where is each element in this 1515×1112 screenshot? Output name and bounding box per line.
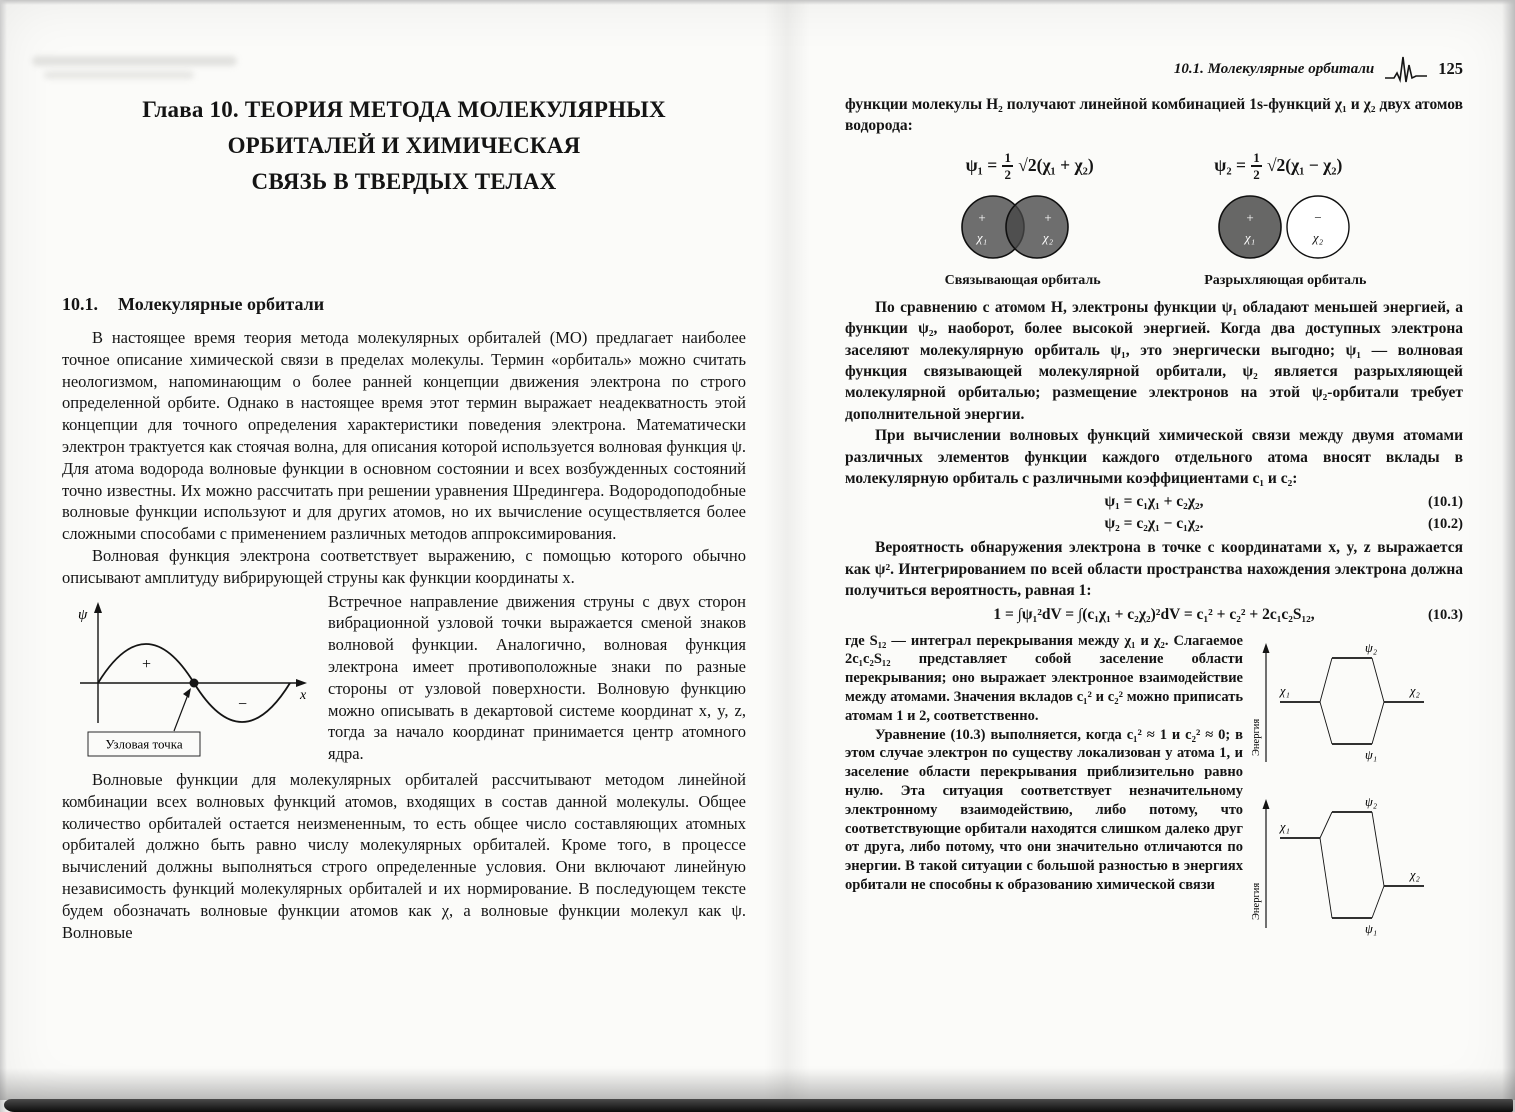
fraction [1002,151,1013,181]
formula-lhs: ψ₁ = [965,155,998,176]
psi1-label: ψ₁ [1365,921,1378,936]
energy-axis-arrow-icon [1263,799,1270,809]
equation-body: ψ₁ = c₁χ₁ + c₂χ₂, [1104,493,1204,511]
formula-lhs: ψ₂ = [1214,155,1246,176]
formula-tail: √2(χ₁ + χ₂) [1018,155,1094,176]
scan-edge-top [0,0,1515,5]
section-number: 10.1. [62,294,98,314]
equation-body: 1 = ∫ψ₁²dV = ∫(c₁χ₁ + c₂χ₂)²dV = c₁² + c₂² + 2c₁c₂S₁₂, [993,605,1315,623]
connector [1372,702,1384,744]
equation-10-1 [845,493,1463,511]
chi1-label: χ₁ [1280,683,1290,698]
minus-region-label: − [238,695,248,713]
paragraph: По сравнению с атомом Н, электроны функции ψ₁ обладают меньшей энергией, а функции ψ₂, наоборот, более высокой энергией. Когда два доступных электрона заселяют молекулярную орбиталь ψ₁, это энергически выгодно; ψ₁ — волновая функция связывающей молекулярной орбитали, ψ₂ является разрыхляющей молекулярной орбиталью; размещение электронов на этой ψ₂-орбитали требует дополнительной энергии. [845,298,1463,423]
paragraph: Волновые функции для молекулярных орбиталей рассчитывают методом линейной комбинации всех волновых функций атомов, входящих в состав данной молекулы. Общее количество орбиталей остается неизмененным, то есть общее число составляющих атомных орбиталей должно быть равно числу молекулярных орбиталей. Кроме того, в процессе вычислений должны выполняться строго определенные условия. Они включают линейную независимость функций молекулярных орбиталей и их нормирование. В последующем тексте будем обозначать волновые функции атомов как χ, а волновые функции молекул как ψ. Волновые [62,769,746,942]
antibonding-left-chi: χ₁ [1245,229,1256,245]
plus-region-label: + [142,655,152,673]
paragraph: Вероятность обнаружения электрона в точке с координатами x, y, z выражается как ψ². Интегрированием по всей области пространства нахождения электрона должна получиться вероятность, равная 1: [845,539,1463,600]
bottom-text-column [845,632,1243,936]
chapter-heading-line1: Глава 10. ТЕОРИЯ МЕТОДА МОЛЕКУЛЯРНЫХ [142,97,666,122]
bonding-right-chi: χ₂ [1042,229,1053,245]
section-title: Молекулярные орбитали [118,294,325,314]
waveform-icon [1384,53,1428,85]
orbital-diagrams [845,185,1463,289]
x-axis-arrow-icon [296,679,307,687]
scan-edge-bottom-shadow [0,1068,1515,1100]
energy-axis-arrow-icon [1263,643,1270,653]
chapter-heading-line2: ОРБИТАЛЕЙ И ХИМИЧЕСКАЯ [227,133,581,158]
equation-10-2 [845,515,1463,533]
connector [1320,702,1332,744]
bonding-orbital-icon [938,185,1108,271]
bottom-block [845,632,1463,936]
energy-level-diagram-symmetric [1250,638,1456,770]
connector [1372,886,1384,918]
chapter-heading-line3: СВЯЗЬ В ТВЕРДЫХ ТЕЛАХ [251,169,557,194]
formula-tail: √2(χ₁ − χ₂) [1266,155,1343,176]
page-header [845,54,1463,84]
antibonding-orbital-diagram [1200,185,1370,289]
antibonding-right-chi: χ₂ [1313,229,1324,245]
bonding-left-sign: + [977,209,986,225]
paragraph: функции молекулы H₂ получают линейной комбинацией 1s-функций χ₁ и χ₂ двух атомов водорода: [845,96,1463,135]
equation-number: (10.3) [1427,606,1463,623]
right-page [845,0,1463,936]
energy-axis-label: Энергия [1251,718,1262,756]
equation-10-3 [845,606,1463,624]
page-gutter [764,0,810,1112]
paragraph: В настоящее время теория метода молекулярных орбиталей (МО) предлагает наиболее точное описание химической связи в пределах молекулы. Термин «орбиталь» можно считать неологизмом, напоминающим о более ранней концепции движения электрона по строго определенной орбите. Однако в настоящее время этот термин выражает неадекватность этой концепции для точного определения характеристики поведения электрона. Математически электрон трактуется как стоячая волна, для описания которой используется волновая функция ψ. Для атома водорода волновые функции в основном состоянии и всех возбужденных состояний точно известны. Их можно рассчитать при решении уравнения Шредингера. Водородоподобные волновые функции используют и для других атомов, но их вычисление осуществляется более сложными способами с применением различных методов аппроксимирования. [62,328,746,544]
page-number: 125 [1438,59,1463,78]
chi2-label: χ₂ [1410,867,1420,882]
antibonding-left-sign: + [1246,209,1254,225]
section-heading [62,294,746,315]
wave-function-figure [62,595,314,767]
connector [1320,838,1332,918]
paragraph: Волновая функция электрона соответствует выражению, с помощью которого обычно описывают амплитуду вибрирующей струны как функции координаты x. [62,545,746,587]
energy-axis-label: Энергия [1251,882,1262,920]
connector [1372,812,1384,886]
psi2-label: ψ₂ [1365,640,1378,655]
scan-edge-bottom-bar [4,1099,1513,1112]
psi-axis-label: ψ [78,606,88,623]
energy-level-diagram-asymmetric [1250,794,1456,936]
psi-axis-arrow-icon [94,602,102,613]
connector [1320,658,1332,702]
paragraph: При вычислении волновых функций химической связи между двумя атомами различных элементов функции каждого отдельного атома вносят вклады в молекулярную орбиталь с различными коэффициентами c₁ и c₂: [845,427,1463,488]
running-head: 10.1. Молекулярные орбитали [1173,60,1375,77]
antibonding-right-sign: − [1314,209,1322,225]
fraction-denominator: 2 [1253,166,1260,182]
equation-number: (10.2) [1427,516,1463,533]
equation-number: (10.1) [1427,494,1463,511]
paragraph: Уравнение (10.3) выполняется, когда c₁² ≈ 1 и c₂² ≈ 0; в этом случае электрон по существу локализован у атома 1, и заселение области перекрывания приблизительно равно нулю. Эта ситуация соответствует незначительному электронному взаимодействию, либо потому, что соответствующие орбитали находятся слишком далеко друг от друга, либо потому, что они значительно отличаются по энергии. В такой ситуации с большой разностью в энергиях орбитали не способны к образованию химической связи [845,726,1243,894]
chapter-heading [62,92,746,200]
chi1-label: χ₁ [1280,819,1290,834]
fraction-denominator: 2 [1004,166,1012,182]
node-point [190,678,199,687]
paragraph-wrapped: Встречное направление движения струны с двух сторон вибрационной узловой точки выражается сменой знаков волновой функции. Аналогично, волновая функция электрона имеет противоположные знаки по разные стороны от узловой поверхности. Волновую функцию можно описывать в декартовой системе координат x, y, z, тогда за начало координат принимается центр атомного ядра. [328,591,746,764]
equation-body: ψ₂ = c₂χ₁ − c₁χ₂. [1104,515,1204,533]
fraction-numerator: 1 [1004,149,1012,165]
formula-antibonding [1214,151,1342,181]
x-axis-label: x [300,687,307,703]
node-arrow-head-icon [183,688,191,698]
paragraph: где S₁₂ — интеграл перекрывания между χ₁ и χ₂. Слагаемое 2c₁c₂S₁₂ представляет собой заселение области перекрывания; оно выражает электронное взаимодействие между атомами. Значения вкладов c₁² и c₂² можно приписать атомам 1 и 2, соответственно. [845,632,1243,724]
node-arrow [174,692,189,731]
bonding-orbital-diagram [938,185,1108,289]
antibonding-orbital-icon [1200,185,1370,271]
psi2-label: ψ₂ [1365,794,1378,809]
scan-edge-left [0,0,7,1112]
orbital-formulas [845,151,1463,181]
psi1-label: ψ₁ [1365,747,1378,762]
figure-block [62,591,746,765]
fraction-numerator: 1 [1253,149,1260,165]
fraction [1251,151,1262,181]
formula-bonding [966,151,1094,181]
scan-edge-right [1502,0,1515,1112]
bonding-caption: Связывающая орбиталь [944,272,1101,288]
bonding-right-sign: + [1043,209,1052,225]
connector [1372,658,1384,702]
bonding-left-chi: χ₁ [976,229,987,245]
chi2-label: χ₂ [1410,683,1420,698]
left-page [62,0,746,943]
node-label: Узловая точка [105,736,183,752]
energy-diagrams-column [1243,632,1463,936]
connector [1320,812,1332,838]
antibonding-caption: Разрыхляющая орбиталь [1204,272,1367,288]
